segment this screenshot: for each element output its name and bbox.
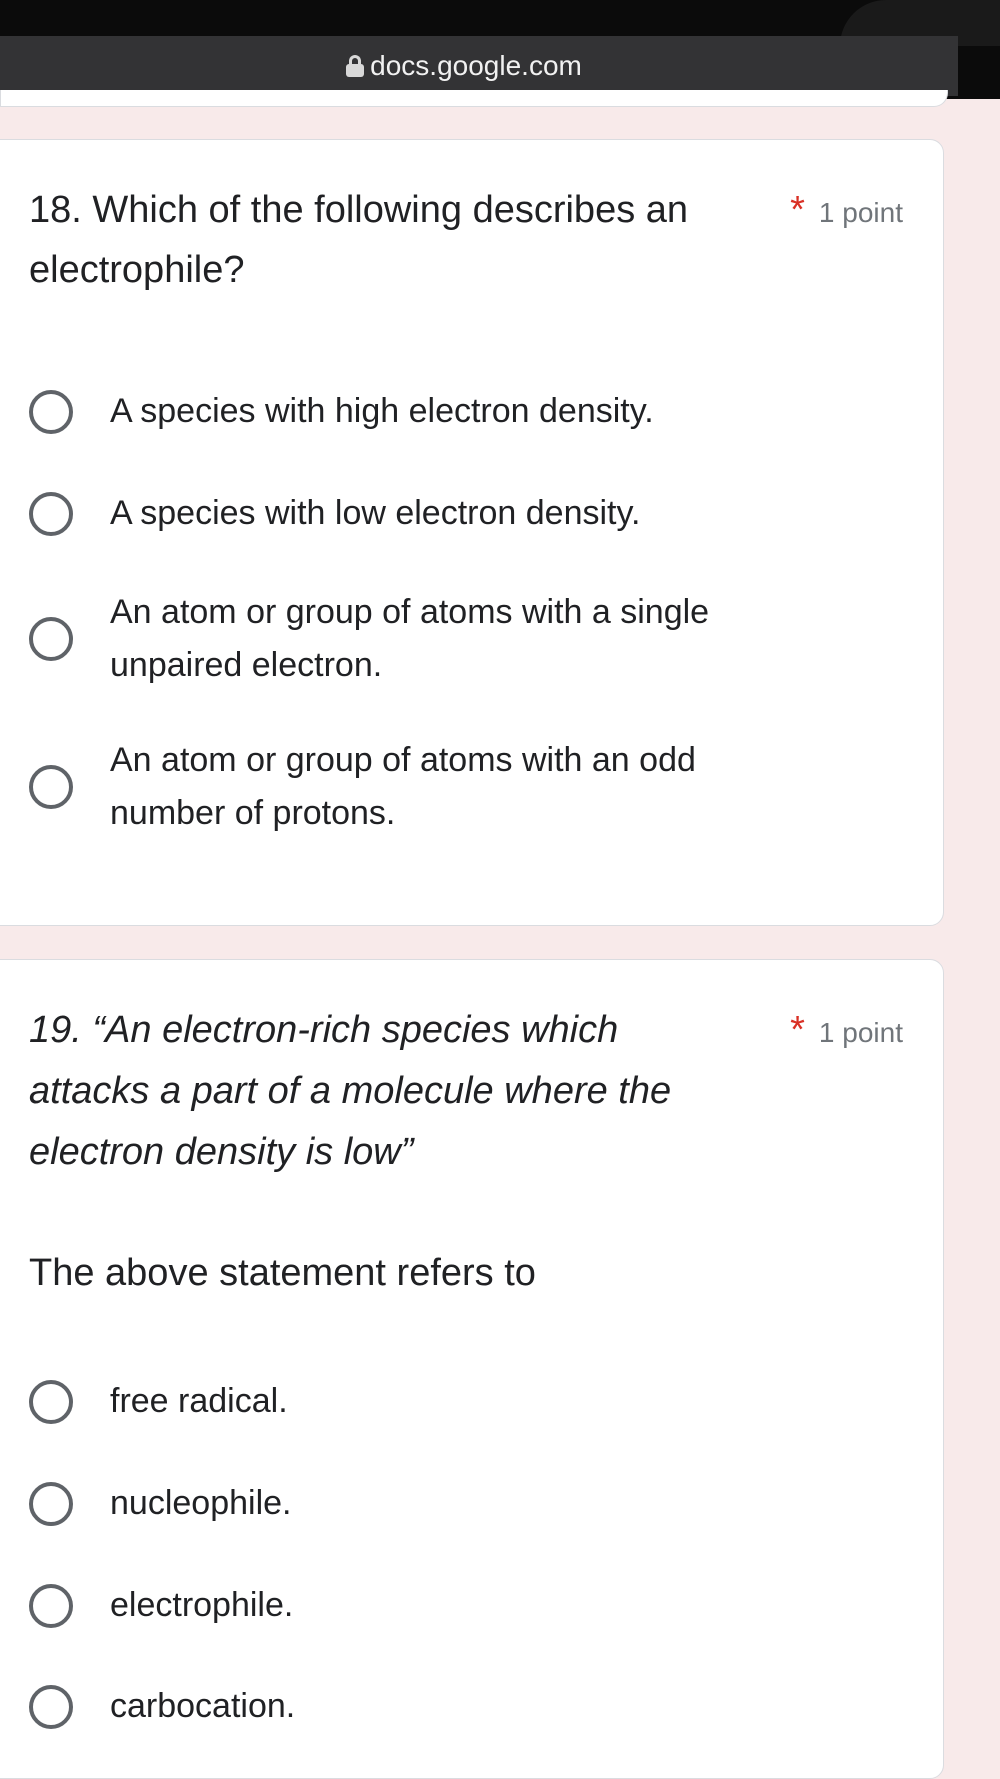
radio-button-icon[interactable] (29, 390, 73, 434)
question-title: 19. “An electron-rich species which attacks a part of a molecule where the electron density is low” (29, 1009, 672, 1173)
radio-option[interactable] (29, 487, 810, 540)
option-label[interactable]: nucleophile. (110, 1484, 292, 1522)
points-label: 1 point (818, 197, 903, 228)
option-label[interactable]: A species with high electron density. (110, 392, 654, 430)
radio-option[interactable] (29, 734, 810, 840)
question-meta (790, 180, 903, 243)
option-label[interactable]: electrophile. (110, 1586, 294, 1624)
question-description: The above statement refers to (29, 1252, 536, 1294)
address-bar-content (346, 50, 582, 82)
lock-icon (346, 55, 364, 77)
radio-option[interactable] (29, 586, 810, 692)
option-label[interactable]: free radical. (110, 1382, 288, 1420)
question-header (29, 1000, 903, 1183)
points-label: 1 point (818, 1017, 903, 1048)
question-card-18 (0, 139, 944, 926)
radio-option[interactable] (29, 1477, 810, 1530)
option-label[interactable]: carbocation. (110, 1687, 296, 1725)
option-label[interactable]: An atom or group of atoms with an odd number of protons. (110, 741, 696, 832)
question-card-19 (0, 959, 944, 1779)
address-bar[interactable] (0, 36, 958, 96)
required-asterisk: * (790, 1009, 805, 1051)
option-label[interactable]: A species with low electron density. (110, 494, 641, 532)
radio-button-icon[interactable] (29, 492, 73, 536)
radio-option[interactable] (29, 1579, 810, 1632)
radio-button-icon[interactable] (29, 1380, 73, 1424)
radio-button-icon[interactable] (29, 1482, 73, 1526)
radio-option[interactable] (29, 1680, 810, 1733)
question-header (29, 180, 903, 300)
question-title: 18. Which of the following describes an electrophile? (29, 189, 689, 291)
radio-option[interactable] (29, 1375, 810, 1428)
browser-top-bar (0, 0, 1000, 99)
url-text: docs.google.com (370, 50, 582, 81)
option-label[interactable]: An atom or group of atoms with a single unpaired electron. (110, 593, 710, 684)
previous-question-card-edge (0, 90, 948, 107)
radio-button-icon[interactable] (29, 765, 73, 809)
radio-button-icon[interactable] (29, 617, 73, 661)
radio-button-icon[interactable] (29, 1584, 73, 1628)
radio-button-icon[interactable] (29, 1685, 73, 1729)
required-asterisk: * (790, 189, 805, 231)
question-meta (790, 1000, 903, 1063)
radio-option[interactable] (29, 385, 810, 438)
